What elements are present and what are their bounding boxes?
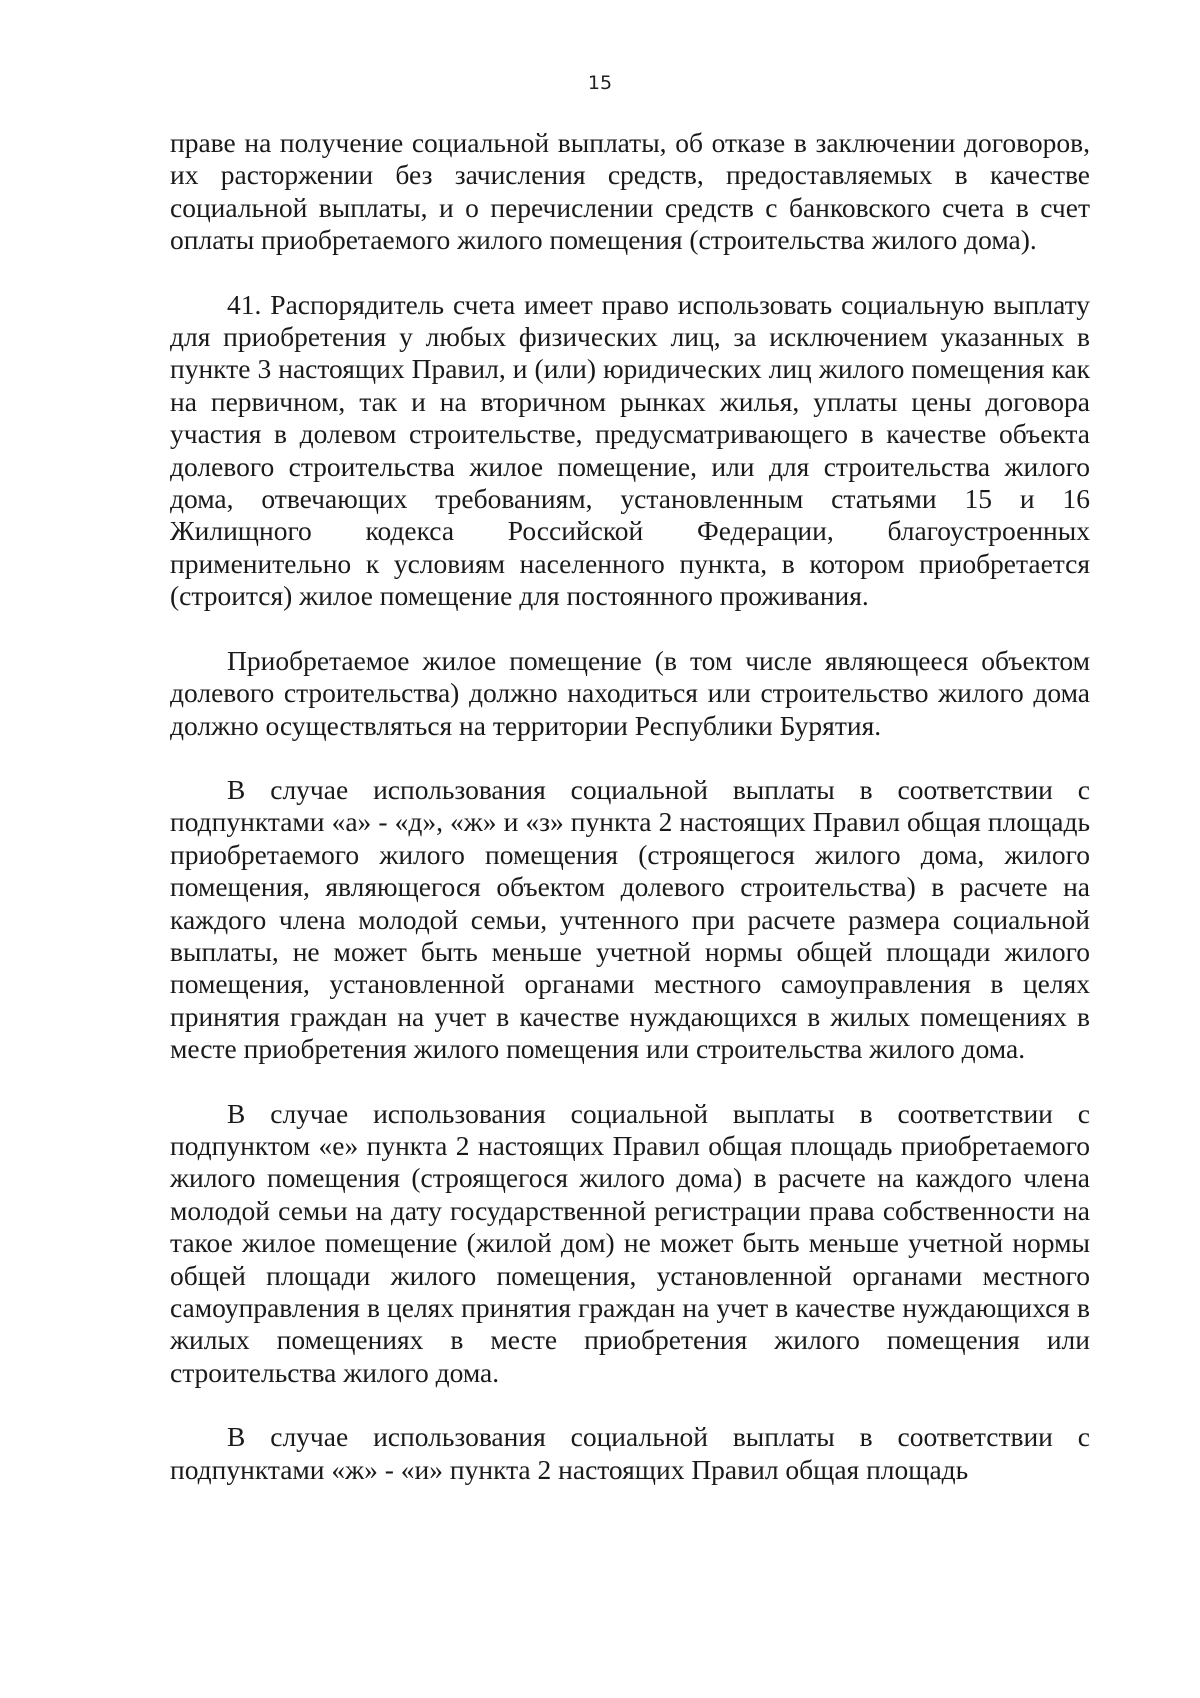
paragraph-area-requirement-e: В случае использования социальной выплаты в соответствии с подпунктом «е» пункта 2 настоящих Правил общая площадь приобретаемого жилого помещения (строящегося жилого дома) в расчете на каждого члена молодой семьи на дату государственной регистрации права собственности на такое жилое помещение (жилой дом) не может быть меньше учетной нормы общей площади жилого помещения, установленной органами местного самоуправления в целях принятия граждан на учет в качестве нуждающихся в жилых помещениях в месте приобретения жилого помещения или строительства жилого дома. (170, 1097, 1090, 1388)
paragraph-area-requirement-zh-i: В случае использования социальной выплаты в соответствии с подпунктами «ж» - «и» пункта 2 настоящих Правил общая площадь (170, 1421, 1090, 1485)
document-body (170, 127, 1090, 1518)
paragraph-location-requirement: Приобретаемое жилое помещение (в том числе являющееся объектом долевого строительства) должно находиться или строительство жилого дома должно осуществляться на территории Республики Бурятия. (170, 644, 1090, 741)
paragraph-clause-41: 41. Распорядитель счета имеет право использовать социальную выплату для приобретения у любых физических лиц, за исключением указанных в пункте 3 настоящих Правил, и (или) юридических лиц жилого помещения как на первичном, так и на вторичном рынках жилья, уплаты цены договора участия в долевом строительстве, предусматривающего в качестве объекта долевого строительства жилое помещение, или для строительства жилого дома, отвечающих требованиям, установленным статьями 15 и 16 Жилищного кодекса Российской Федерации, благоустроенных применительно к условиям населенного пункта, в котором приобретается (строится) жилое помещение для постоянного проживания. (170, 288, 1090, 612)
page-number: 15 (587, 72, 613, 94)
paragraph-area-requirement-a-d: В случае использования социальной выплаты в соответствии с подпунктами «а» - «д», «ж» и «з» пункта 2 настоящих Правил общая площадь приобретаемого жилого помещения (строящегося жилого дома, жилого помещения, являющегося объектом долевого строительства) в расчете на каждого члена молодой семьи, учтенного при расчете размера социальной выплаты, не может быть меньше учетной нормы общей площади жилого помещения, установленной органами местного самоуправления в целях принятия граждан на учет в качестве нуждающихся в жилых помещениях в месте приобретения жилого помещения или строительства жилого дома. (170, 773, 1090, 1065)
paragraph-continuation: праве на получение социальной выплаты, об отказе в заключении договоров, их расторжении без зачисления средств, предоставляемых в качестве социальной выплаты, и о перечислении средств с банковского счета в счет оплаты приобретаемого жилого помещения (строительства жилого дома). (170, 127, 1090, 256)
